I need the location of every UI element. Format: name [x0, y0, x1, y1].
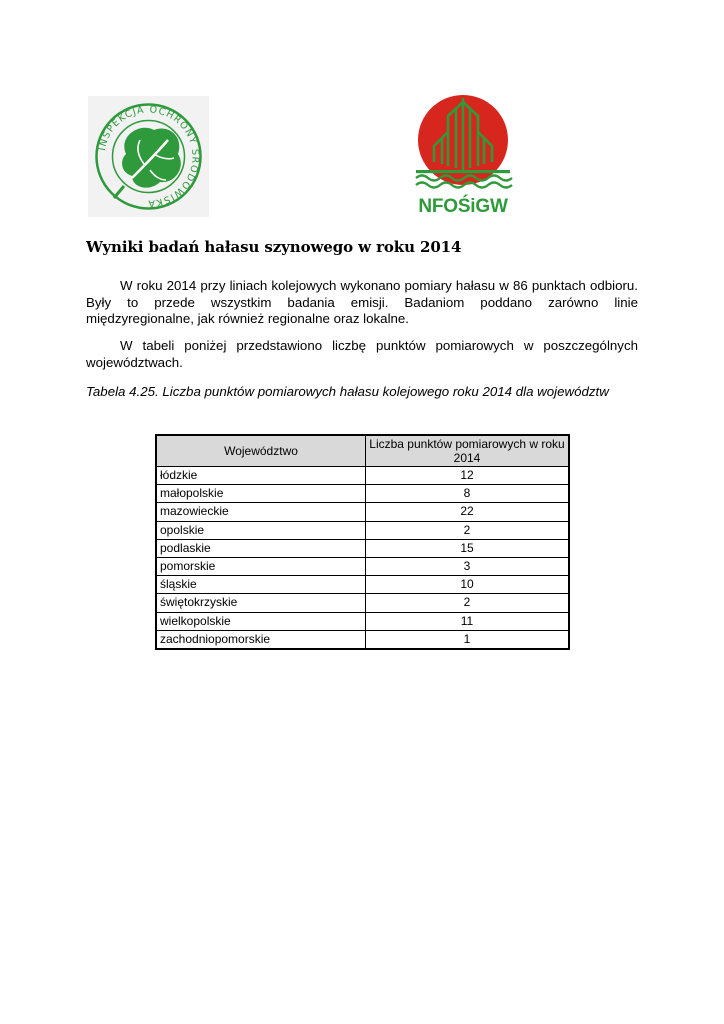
- measurement-points-table: [155, 434, 570, 650]
- voivodeship-cell: świętokrzyskie: [156, 594, 366, 612]
- count-cell: 15: [366, 539, 570, 557]
- voivodeship-cell: mazowieckie: [156, 503, 366, 521]
- table-row: [156, 485, 569, 503]
- table-row: [156, 539, 569, 557]
- voivodeship-cell: pomorskie: [156, 557, 366, 575]
- voivodeship-cell: opolskie: [156, 521, 366, 539]
- table-caption: Tabela 4.25. Liczba punktów pomiarowych hałasu kolejowego roku 2014 dla województw: [86, 384, 609, 399]
- page-title: Wyniki badań hałasu szynowego w roku 2014: [86, 238, 462, 256]
- header-voivodeship: Województwo: [156, 435, 366, 467]
- count-cell: 1: [366, 630, 570, 649]
- table-row: [156, 612, 569, 630]
- voivodeship-cell: wielkopolskie: [156, 612, 366, 630]
- oak-leaf-seal-icon: [88, 96, 209, 217]
- count-cell: 22: [366, 503, 570, 521]
- nfosigw-wordmark: NFOŚiGW: [418, 196, 508, 217]
- table-row: [156, 630, 569, 649]
- nfosigw-logo: [412, 92, 514, 220]
- table-row: [156, 503, 569, 521]
- count-cell: 2: [366, 594, 570, 612]
- intro-paragraph: W roku 2014 przy liniach kolejowych wykonano pomiary hałasu w 86 punktach odbioru. Były to przede wszystkim badania emisji. Badaniom poddano zarówno linie międzyregionalne, jak również regionalne oraz lokalne.: [86, 278, 638, 326]
- table-row: [156, 467, 569, 485]
- table-header-row: [156, 435, 569, 467]
- count-cell: 12: [366, 467, 570, 485]
- voivodeship-cell: śląskie: [156, 576, 366, 594]
- header-point-count: Liczba punktów pomiarowych w roku 2014: [366, 435, 570, 467]
- voivodeship-cell: łódzkie: [156, 467, 366, 485]
- gios-logo: [88, 96, 209, 217]
- voivodeship-cell: podlaskie: [156, 539, 366, 557]
- table-intro-paragraph: W tabeli poniżej przedstawiono liczbę punktów pomiarowych w poszczególnych województwach.: [86, 338, 638, 370]
- voivodeship-cell: zachodniopomorskie: [156, 630, 366, 649]
- table-row: [156, 576, 569, 594]
- table-row: [156, 521, 569, 539]
- count-cell: 3: [366, 557, 570, 575]
- table-row: [156, 557, 569, 575]
- svg-text:INSPEKCJA OCHRONY ŚRODOWISKA: INSPEKCJA OCHRONY ŚRODOWISKA: [96, 104, 201, 209]
- table-row: [156, 594, 569, 612]
- count-cell: 8: [366, 485, 570, 503]
- tree-emblem-icon: [412, 92, 514, 192]
- voivodeship-cell: małopolskie: [156, 485, 366, 503]
- count-cell: 11: [366, 612, 570, 630]
- count-cell: 10: [366, 576, 570, 594]
- count-cell: 2: [366, 521, 570, 539]
